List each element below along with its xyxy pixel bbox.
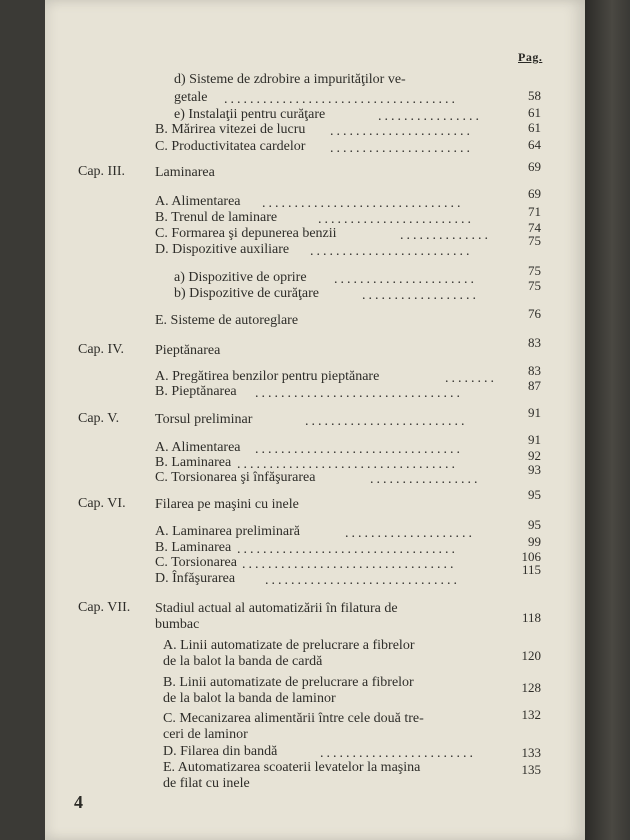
chapter-label: Cap. VII. [78,600,131,615]
leader-dots: ................ [378,109,482,124]
toc-entry: A. Pregătirea benzilor pentru pieptănare [155,369,380,384]
page-ref: 128 [521,680,541,695]
page-ref: 64 [528,137,541,152]
leader-dots: ........ [445,371,497,386]
toc-entry: C. Torsionarea şi înfăşurarea [155,470,316,485]
leader-dots: ...................... [334,272,477,287]
chapter-title: Laminarea [155,165,215,180]
page-ref: 95 [528,517,541,532]
page-ref: 120 [521,648,541,663]
page-ref: 92 [528,448,541,463]
page-ref: 91 [528,432,541,447]
toc-entry: de filat cu inele [163,776,250,791]
page-number: 4 [74,792,83,812]
page-ref: 115 [521,562,541,577]
page-ref: 61 [528,105,541,120]
page-ref: 61 [528,120,541,135]
toc-entry: B. Laminarea [155,540,232,555]
toc-entry: B. Pieptănarea [155,384,237,399]
page-ref: 91 [528,405,541,420]
leader-dots: ................................ [255,386,463,401]
chapter-title: Stadiul actual al automatizării în filatura de [155,601,398,616]
leader-dots: ........................ [320,746,476,761]
toc-entry: de la balot la banda de cardă [163,654,323,669]
toc-entry: B. Trenul de laminare [155,210,278,225]
book-gutter-shadow [585,0,630,840]
page-ref: 71 [528,204,541,219]
page-column-header: Pag. [518,50,543,64]
page-ref: 69 [528,159,541,174]
page-ref: 133 [521,745,541,760]
page-ref: 75 [528,233,541,248]
toc-entry: B. Linii automatizate de prelucrare a fibrelor [163,675,414,690]
toc-entry: A. Linii automatizate de prelucrare a fibrelor [163,638,415,653]
leader-dots: ................................. [242,557,457,572]
page-ref: 106 [521,549,541,564]
page-ref: 83 [528,363,541,378]
leader-dots: ......................... [310,244,473,259]
toc-entry: D. Filarea din bandă [163,744,278,759]
page-ref: 69 [528,186,541,201]
toc-entry: B. Laminarea [155,455,232,470]
leader-dots: ...................... [330,124,473,139]
toc-entry: E. Sisteme de autoreglare [155,313,299,328]
leader-dots: .................................... [224,92,458,107]
page-ref: 93 [528,462,541,477]
leader-dots: .............. [400,228,491,243]
chapter-title: Torsul preliminar [155,412,253,427]
leader-dots: .............................. [265,573,460,588]
leader-dots: ......................... [305,414,468,429]
page-ref: 75 [528,263,541,278]
leader-dots: .................................. [237,542,458,557]
chapter-title: Pieptănarea [155,343,221,358]
chapter-label: Cap. III. [78,164,126,179]
toc-entry: E. Automatizarea scoaterii levatelor la maşina [163,760,421,775]
toc-entry: A. Laminarea preliminară [155,524,300,539]
toc-entry: D. Înfăşurarea [155,571,236,586]
page-ref: 83 [528,335,541,350]
toc-entry: b) Dispozitive de curăţare [174,286,319,301]
toc-entry: C. Formarea şi depunerea benzii [155,226,337,241]
toc-entry: C. Mecanizarea alimentării între cele două tre- [163,711,424,726]
page-ref: 74 [528,220,541,235]
page-ref: 132 [521,707,541,722]
chapter-title: Filarea pe maşini cu inele [155,497,299,512]
toc-entry: A. Alimentarea [155,440,241,455]
toc-entry: de la balot la banda de laminor [163,691,336,706]
leader-dots: .................................. [237,457,458,472]
page-ref: 118 [521,610,541,625]
leader-dots: ........................ [318,212,474,227]
page-ref: 87 [528,378,541,393]
chapter-label: Cap. IV. [78,342,125,357]
leader-dots: ............................... [262,196,464,211]
page-ref: 58 [528,88,541,103]
toc-entry: C. Productivitatea cardelor [155,139,306,154]
chapter-label: Cap. VI. [78,496,126,511]
leader-dots: ................................ [255,442,463,457]
toc-entry: bumbac [155,617,200,632]
chapter-label: Cap. V. [78,411,120,426]
page-ref: 135 [521,762,541,777]
leader-dots: ................. [370,472,481,487]
toc-entry: e) Instalaţii pentru curăţare [174,107,326,122]
toc-entry: B. Mărirea vitezei de lucru [155,122,306,137]
toc-entry: A. Alimentarea [155,194,241,209]
toc-entry: a) Dispozitive de oprire [174,270,307,285]
page-ref: 99 [528,534,541,549]
page-ref: 76 [528,306,541,321]
toc-entry: d) Sisteme de zdrobire a impurităţilor ve- [174,72,406,87]
toc-entry: C. Torsionarea [155,555,237,570]
toc-entry: getale [174,90,208,105]
leader-dots: .................... [345,526,475,541]
leader-dots: .................. [362,288,479,303]
leader-dots: ...................... [330,141,473,156]
page-ref: 95 [528,487,541,502]
toc-entry: ceri de laminor [163,727,248,742]
page-ref: 75 [528,278,541,293]
toc-entry: D. Dispozitive auxiliare [155,242,290,257]
